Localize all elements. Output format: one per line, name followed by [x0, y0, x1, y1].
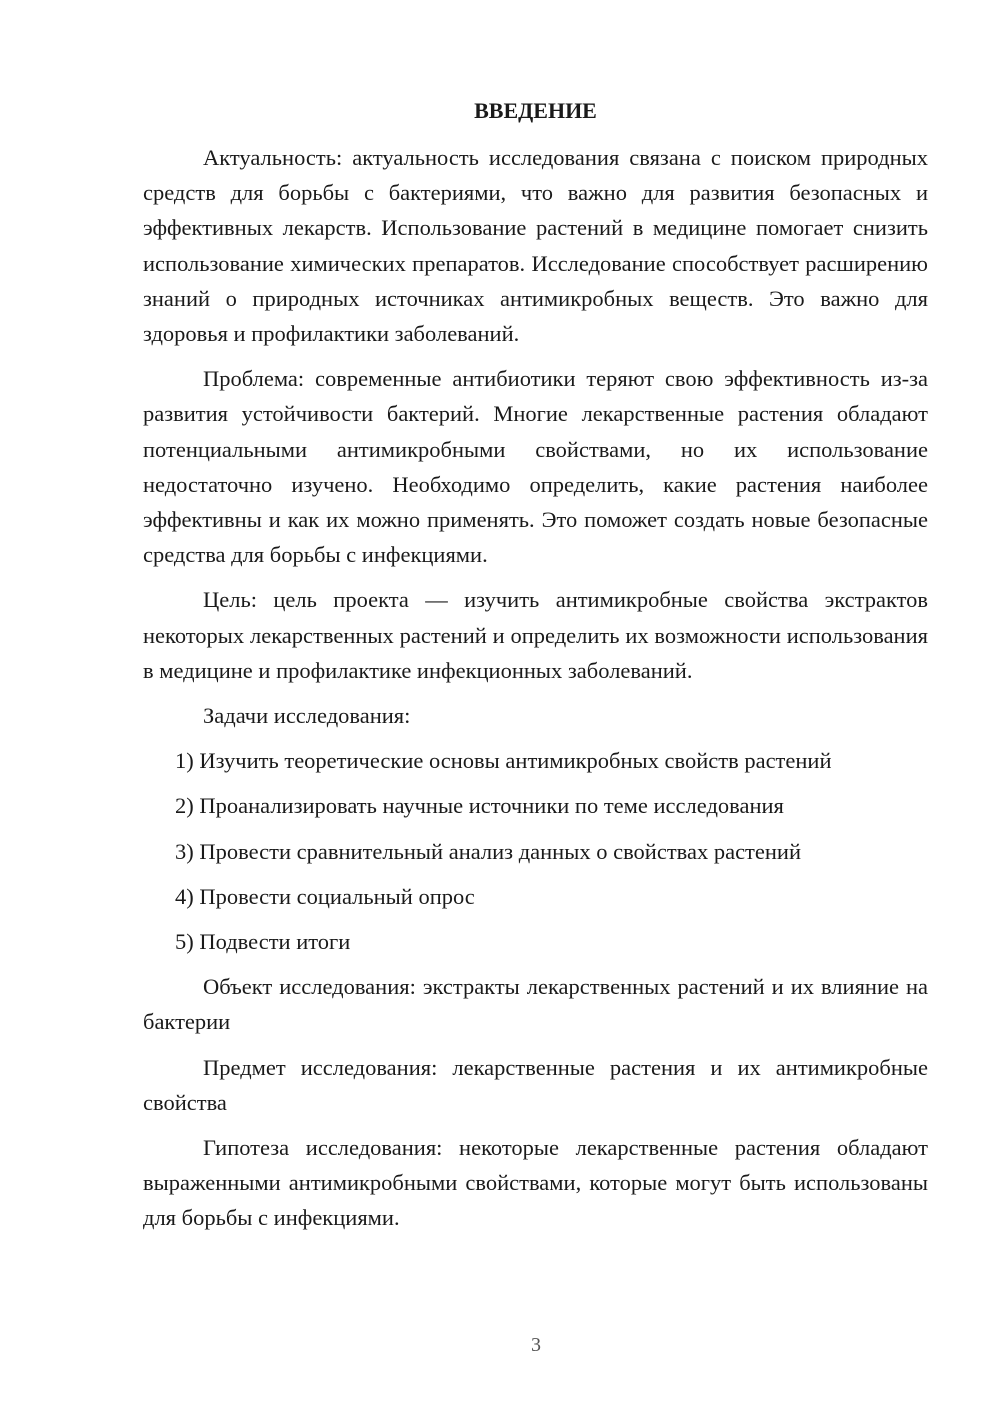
list-item: 4) Провести социальный опрос — [175, 883, 475, 909]
list-item: 1) Изучить теоретические основы антимикробных свойств растений — [175, 748, 832, 774]
paragraph-hypothesis: Гипотеза исследования: некоторые лекарственные растения обладают выраженными антимикробными свойствами, которые могут быть использованы для борьбы с инфекциями. — [143, 1135, 928, 1231]
tasks-heading: Задачи исследования: — [203, 703, 411, 729]
document-page — [143, 96, 928, 1236]
list-item: 3) Провести сравнительный анализ данных о свойствах растений — [175, 838, 802, 864]
list-item: 5) Подвести итоги — [175, 929, 351, 955]
list-item: 2) Проанализировать научные источники по теме исследования — [175, 793, 784, 819]
page-number: 3 — [531, 1334, 541, 1356]
section-title: ВВЕДЕНИЕ — [474, 98, 597, 123]
paragraph-relevance: Актуальность: актуальность исследования связана с поиском природных средств для борьбы с бактериями, что важно для развития безопасных и эффективных лекарств. Использование растений в медицине помогает снизить использование химических препаратов. Исследование способствует расширению знаний о природных источниках антимикробных веществ. Это важно для здоровья и профилактики заболеваний. — [143, 145, 928, 347]
paragraph-goal: Цель: цель проекта — изучить антимикробные свойства экстрактов некоторых лекарственных растений и определить их возможности использования в медицине и профилактике инфекционных заболеваний. — [143, 587, 928, 683]
paragraph-problem: Проблема: современные антибиотики теряют свою эффективность из-за развития устойчивости бактерий. Многие лекарственные растения обладают потенциальными антимикробными свойствами, но их использование недостаточно изучено. Необходимо определить, какие растения наиболее эффективны и как их можно применять. Это поможет создать новые безопасные средства для борьбы с инфекциями. — [143, 366, 928, 568]
paragraph-object: Объект исследования: экстракты лекарственных растений и их влияние на бактерии — [143, 974, 928, 1035]
paragraph-subject: Предмет исследования: лекарственные растения и их антимикробные свойства — [143, 1054, 928, 1115]
task-list — [143, 743, 928, 959]
